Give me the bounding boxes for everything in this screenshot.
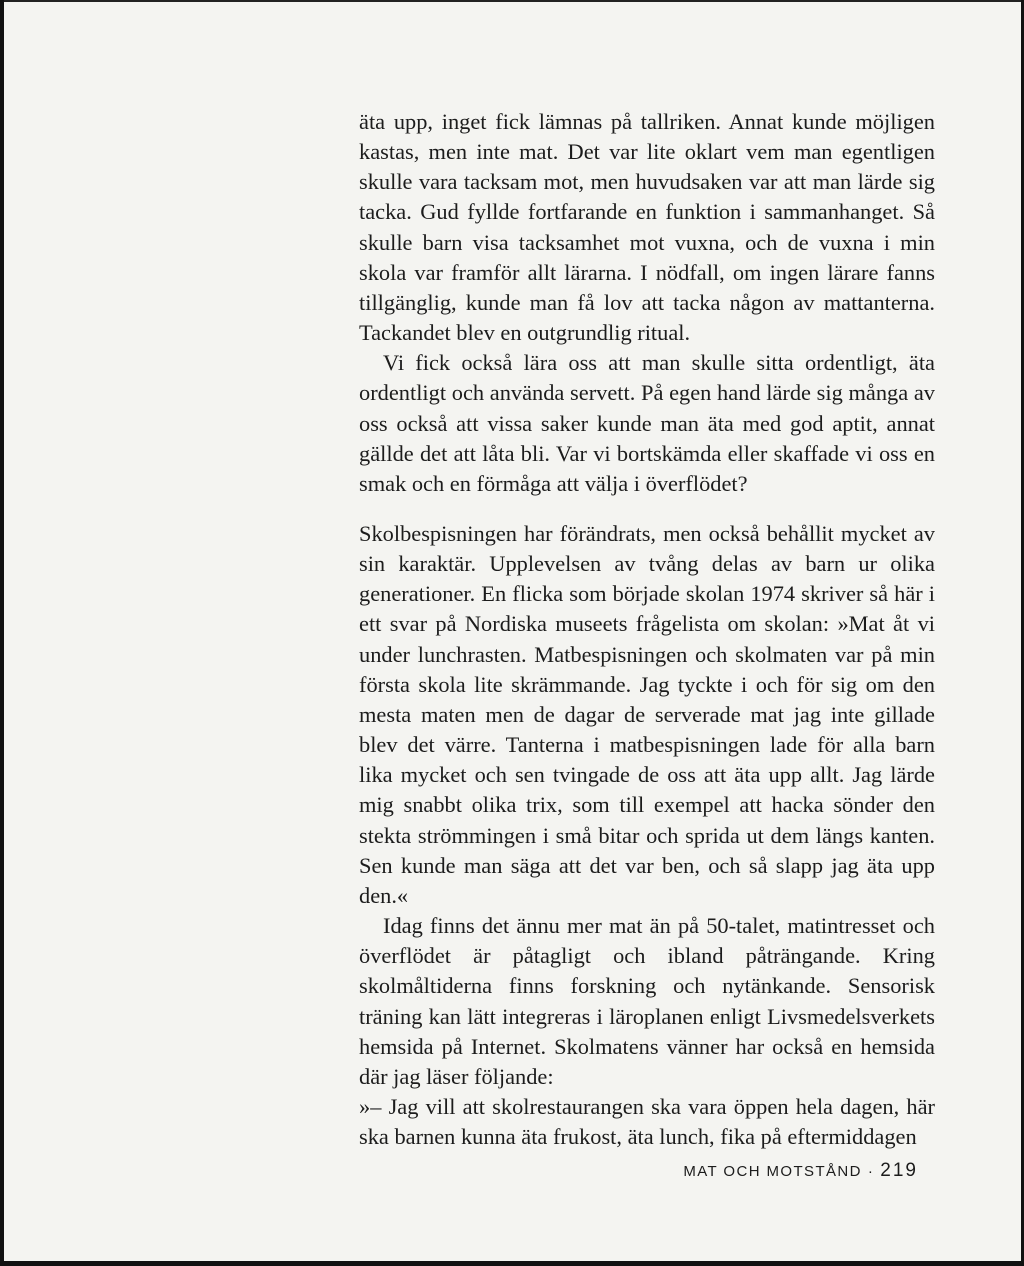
page-number: 219 (880, 1160, 918, 1181)
scan-edge-left (0, 0, 4, 1266)
text-section-2 (359, 519, 935, 1152)
paragraph: äta upp, inget fick lämnas på tallriken. Annat kunde möjligen kastas, men inte mat. Det var lite oklart vem man egentligen skulle vara tacksam mot, men huvudsaken var att man lärde sig tacka. Gud fyllde fortfarande en funktion i sammanhanget. Så skulle barn visa tacksamhet mot vuxna, och de vuxna i min skola var framför allt lärarna. I nödfall, om ingen lärare fanns tillgänglig, kunde man få lov att tacka någon av mattanterna. Tackandet blev en outgrundlig ritual. (359, 109, 935, 346)
paragraph: Idag finns det ännu mer mat än på 50-talet, matintresset och överflödet är påtagligt och ibland påträngande. Kring skolmåltiderna finns forskning och nytänkande. Sensorisk träning kan lätt integreras i läroplanen enligt Livsmedelsverkets hemsida på Internet. Skolmatens vänner har också en hemsida där jag läser följande: (359, 913, 935, 1089)
text-section-1 (359, 107, 935, 499)
running-head: MAT OCH MOTSTÅND (683, 1163, 862, 1180)
paragraph: Vi fick också lära oss att man skulle sitta ordentligt, äta ordentligt och använda servett. På egen hand lärde sig många av oss också att vissa saker kunde man äta med god aptit, annat gällde det att låta bli. Var vi bortskämda eller skaffade vi oss en smak och en förmåga att välja i överflödet? (359, 350, 935, 496)
paragraph: »– Jag vill att skolrestaurangen ska vara öppen hela dagen, här ska barnen kunna äta frukost, äta lunch, fika på eftermiddagen (359, 1093, 935, 1150)
scan-edge-top (0, 0, 1024, 2)
footer-separator: · (867, 1163, 875, 1180)
scan-edge-bottom (0, 1261, 1024, 1266)
page-footer (683, 1160, 918, 1182)
paragraph: Skolbespisningen har förändrats, men också behållit mycket av sin karaktär. Upplevelsen av tvång delas av barn ur olika generationer. En flicka som började skolan 1974 skriver så här i ett svar på Nordiska museets frågelista om skolan: »Mat åt vi under lunchrasten. Matbespisningen och skolmaten var på min första skola lite skrämmande. Jag tyckte i och för sig om den mesta maten men de dagar de serverade mat jag inte gillade blev det värre. Tanterna i matbespisningen lade för alla barn lika mycket och sen tvingade de oss att äta upp allt. Jag lärde mig snabbt olika trix, som till exempel att hacka sönder den stekta strömmingen i små bitar och sprida ut dem längs kanten. Sen kunde man säga att det var ben, och så slapp jag äta upp den.« (359, 521, 935, 908)
